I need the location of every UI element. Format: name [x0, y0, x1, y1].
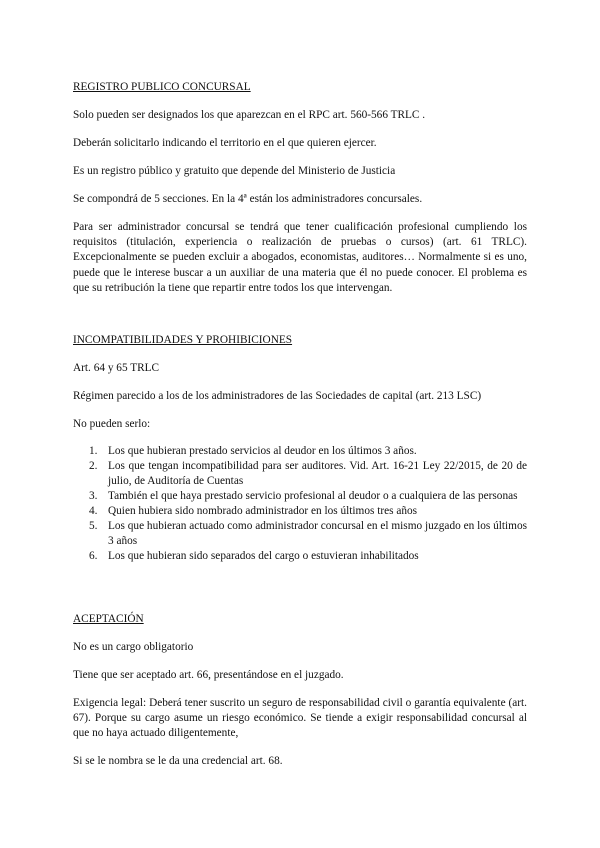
list-number: 2. [89, 460, 98, 473]
paragraph: Tiene que ser aceptado art. 66, presentándose en el juzgado. [73, 669, 344, 682]
list-item [73, 444, 527, 459]
paragraph: Exigencia legal: Deberá tener suscrito un seguro de responsabilidad civil o garantía equivalente (art. 67). Porque su cargo asume un riesgo económico. Se tiende a exigir responsabilidad concursal al que no haya actuado diligentemente, [73, 697, 527, 740]
list-text: Los que hubieran actuado como administrador concursal en el mismo juzgado en los últimos 3 años [108, 520, 527, 548]
paragraph: Régimen parecido a los de los administradores de las Sociedades de capital (art. 213 LSC) [73, 390, 482, 403]
heading-aceptacion: ACEPTACIÓN [73, 613, 144, 626]
list-number: 4. [89, 505, 98, 518]
paragraph: Para ser administrador concursal se tendrá que tener cualificación profesional cumpliendo los requisitos (titulación, experiencia o realización de pruebas o cursos) (art. 61 TRLC). Excepcionalmente se pueden excluir a abogados, economistas, auditores… Normalmente si es uno, puede que le interese buscar a un auxiliar de una materia que él no puede conocer. El problema es que su retribución la tiene que repartir entre todos los que intervengan. [73, 221, 527, 294]
list-text: Los que tengan incompatibilidad para ser auditores. Vid. Art. 16-21 Ley 22/2015, de 20 de julio, de Auditoría de Cuentas [108, 460, 527, 488]
list-item [73, 504, 527, 519]
list-item [73, 489, 527, 504]
list-number: 1. [89, 445, 98, 458]
paragraph: No pueden serlo: [73, 418, 151, 431]
document-body [73, 80, 527, 769]
list-number: 3. [89, 490, 98, 503]
heading-registro-publico: REGISTRO PUBLICO CONCURSAL [73, 81, 251, 93]
prohibitions-list [73, 444, 527, 564]
paragraph: Art. 64 y 65 TRLC [73, 362, 160, 375]
paragraph: No es un cargo obligatorio [73, 641, 194, 654]
list-text: Quien hubiera sido nombrado administrador en los últimos tres años [108, 505, 418, 518]
paragraph: Solo pueden ser designados los que aparezcan en el RPC art. 560-566 TRLC . [73, 109, 426, 121]
list-item [73, 459, 527, 489]
list-text: Los que hubieran prestado servicios al deudor en los últimos 3 años. [108, 445, 417, 458]
list-number: 5. [89, 520, 98, 533]
paragraph: Si se le nombra se le da una credencial art. 68. [73, 755, 283, 768]
paragraph: Es un registro público y gratuito que depende del Ministerio de Justicia [73, 165, 396, 177]
list-number: 6. [89, 550, 98, 563]
paragraph: Deberán solicitarlo indicando el territorio en el que quieren ejercer. [73, 137, 377, 149]
list-item [73, 549, 527, 564]
paragraph: Se compondrá de 5 secciones. En la 4ª están los administradores concursales. [73, 193, 423, 205]
heading-incompatibilidades: INCOMPATIBILIDADES Y PROHIBICIONES [73, 334, 293, 347]
list-text: Los que hubieran sido separados del cargo o estuvieran inhabilitados [108, 550, 419, 563]
list-text: También el que haya prestado servicio profesional al deudor o a cualquiera de las personas [108, 490, 518, 503]
list-item [73, 519, 527, 549]
